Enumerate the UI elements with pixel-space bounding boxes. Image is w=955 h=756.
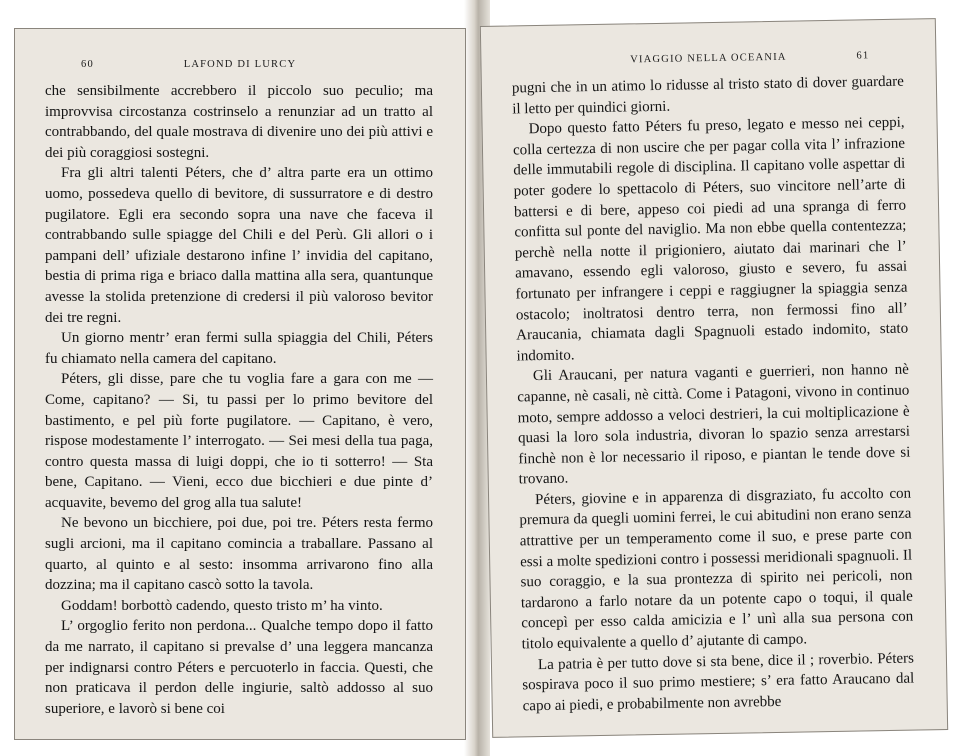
left-page-number: 60 (81, 59, 94, 70)
left-paragraph: Goddam! borbottò cadendo, questo tristo m’ ha vinto. (61, 597, 383, 614)
left-page (14, 28, 466, 740)
left-body-text (45, 81, 433, 719)
left-paragraph: Péters, gli disse, pare che tu voglia fare a gara con me — Come, capitano? — Si, tu passi per lo primo bevitore del bastimento, e pel più forte pugilatore. — Capitano, è vero, rispose modestamente l’ interrogato. — Sei mesi della tua paga, contro questa massa di luigi doppi, che io ti sotterro! — Sta bene, Capitano. — Vieni, ecco due bicchieri e due pinte d’ acquavite, bevemo del grog alla tua salute! (45, 371, 433, 511)
left-paragraph: L’ orgoglio ferito non perdona... Qualche tempo dopo il fatto da me narrato, il capitano si prevalse d’ una leggera mancanza per indignarsi contro Péters e percuoterlo in faccia. Questi, che non praticava il perdon delle ingiurie, saltò addosso al suo superiore, e lavorò si bene coi (45, 618, 433, 717)
right-paragraph: La patria è per tutto dove si sta bene, dice il ; roverbio. Péters sospirava poco il suo primo mestiere; s’ era fatto Araucano dal capo ai piedi, e probabilmente non avrebbe (522, 650, 915, 715)
right-page (480, 18, 948, 738)
right-running-head: VIAGGIO NELLA OCEANIA (630, 51, 787, 66)
right-header (511, 50, 905, 71)
right-paragraph: Péters, giovine e in apparenza di disgraziato, fu accolto con premura da quegli uomini ferrei, le cui abitudini non erano senza attrattive per un temperamento come il suo, e prese parte con essi a molte spedizioni contro i possessi meridionali spagnuoli. Il suo coraggio, e la sua prontezza di spirito nei pericoli, non tardarono a farlo notare da un potente capo o toqui, il quale concepì per esso calda amicizia e l’ unì alla sua persona con titolo equivalente a quello d’ ajutante di campo. (519, 485, 914, 653)
left-paragraph: Ne bevono un bicchiere, poi due, poi tre. Péters resta fermo sugli arcioni, ma il capitano comincia a traballare. Passano al quarto, al quinto e al sesto: insomma arrivarono fino alla dozzina; ma il capitano cascò sotto la tavola. (45, 515, 433, 594)
left-paragraph: Un giorno mentr’ eran fermi sulla spiaggia del Chili, Péters fu chiamato nella camera del capitano. (45, 330, 433, 367)
left-paragraph: che sensibilmente accrebbero il piccolo suo peculio; ma improvvisa circostanza costrinselo a renunziar ad un tratto al contrabbando, del quale mostrava di divenire uno dei più attivi e dei più coraggiosi sostegni. (45, 83, 433, 161)
left-header (45, 59, 435, 73)
right-body-text (512, 72, 915, 717)
right-page-number: 61 (856, 50, 870, 62)
right-paragraph: Dopo questo fatto Péters fu preso, legato e messo nei ceppi, colla certezza di non uscire che per pagar colla vita l’ infrazione delle immutabili regole di disciplina. Il capitano volle aspettar di poter godere lo spettacolo di Péters, suo vincitore nell’arte di battersi e di bere, appeso coi piedi ad una spranga di ferro confitta sul ponte del naviglio. Ma non ebbe quella contentezza; perchè nella notte il prigioniero, aiutato dai marinari che l’ amavano, essendo egli valoroso, giusto e severo, fu assai fortunato per infrangere i ceppi e raggiugner la spiaggia senza ostacolo; inoltratosi dentro terra, non fermossi fino all’ Araucania, chiamata dagli Spagnuoli estado indomito, stato indomito. (512, 114, 909, 365)
left-paragraph: Fra gli altri talenti Péters, che d’ altra parte era un ottimo uomo, possedeva quello di bevitore, di sussurratore e di destro pugilatore. Egli era secondo sopra una nave che faceva il contrabbando sulle spiagge del Chili e del Perù. Gli allori o i pampani dell’ ufiziale destarono infine l’ invidia del capitano, bestia di prima riga e briaco dalla mattina alla sera, quantunque avesse la stolida pretenzione di credersi il più valoroso bevitor dei tre regni. (45, 165, 433, 326)
right-paragraph: Gli Araucani, per natura vaganti e guerrieri, non hanno nè capanne, nè casali, nè città. Come i Patagoni, vivono in continuo moto, sempre addosso a veloci destrieri, la cui moltiplicazione è quasi la loro sola industria, divoran lo spazio senza arrestarsi finchè non è lor necessario il riposo, e piantan le tende dove si trovano. (517, 361, 911, 488)
right-paragraph: pugni che in un atimo lo ridusse al tristo stato di dover guardare il letto per quindici giorni. (511, 73, 904, 118)
left-running-head: LAFOND DI LURCY (183, 59, 297, 70)
